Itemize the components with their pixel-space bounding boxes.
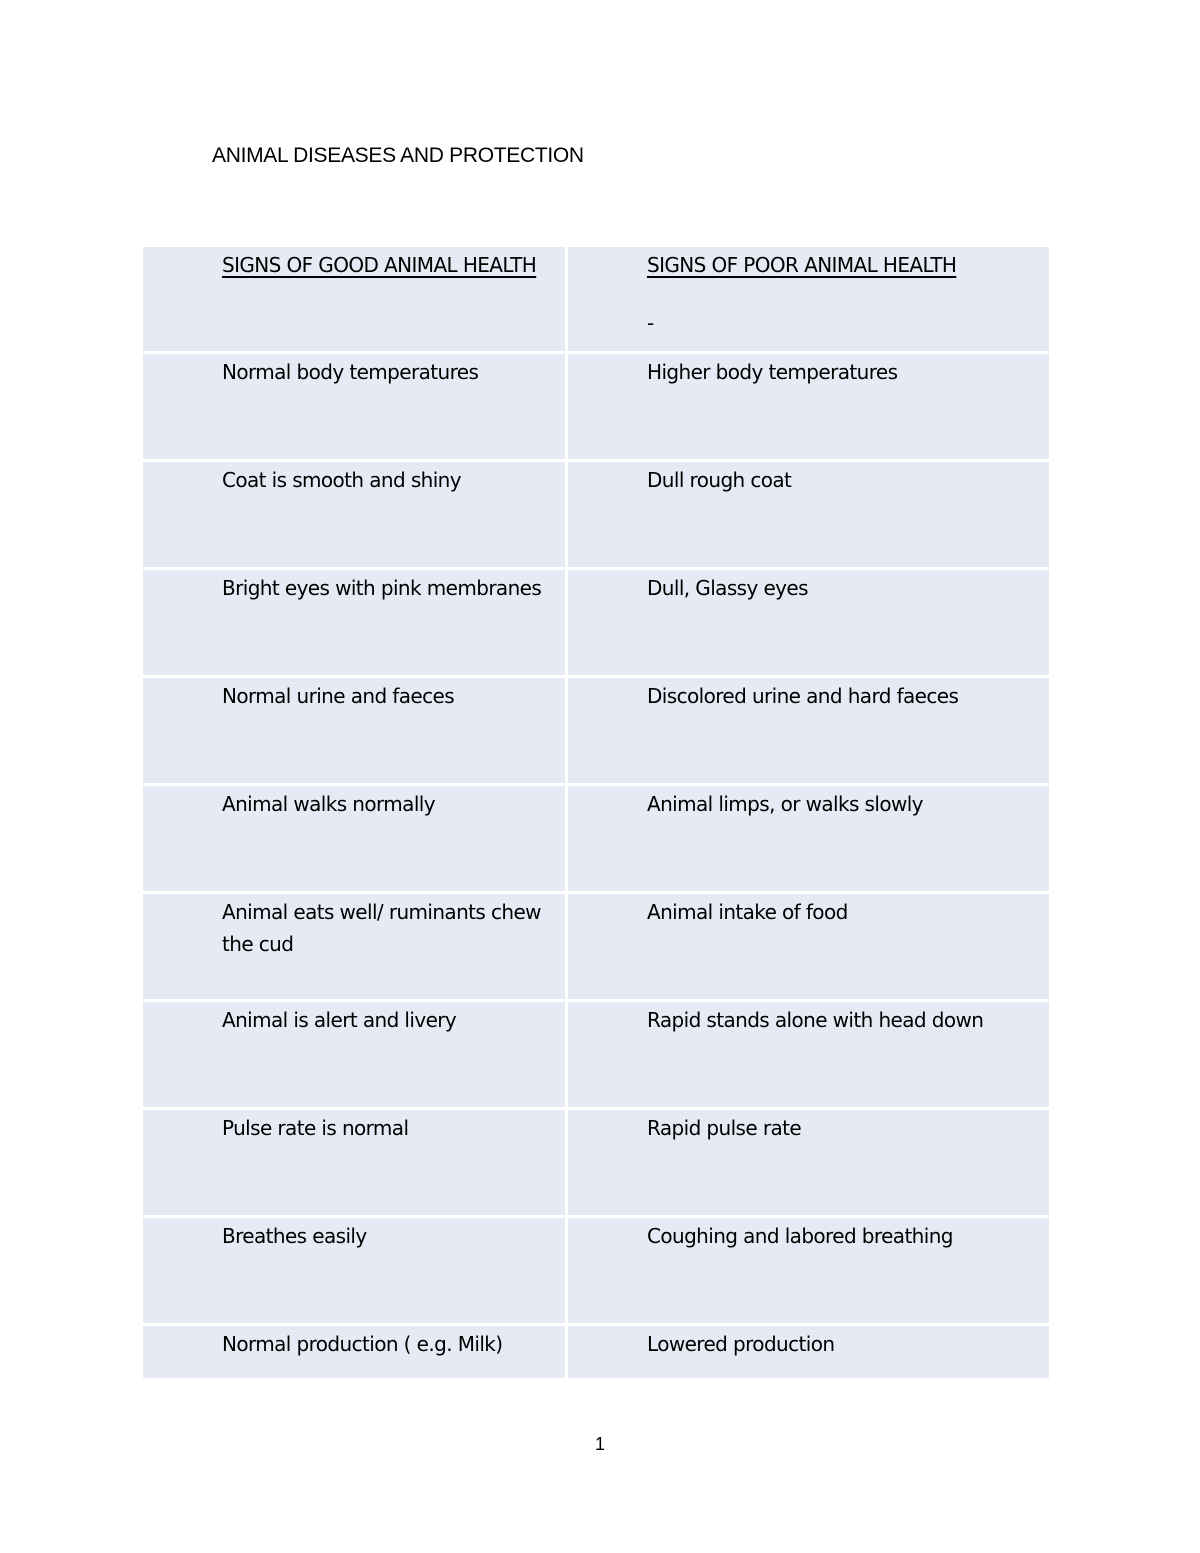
poor-sign-cell: Animal intake of food xyxy=(568,894,1049,999)
table-header-row xyxy=(143,247,1049,351)
table-row xyxy=(143,1218,1049,1323)
table-row xyxy=(143,570,1049,675)
good-sign-cell: Animal eats well/ ruminants chew the cud xyxy=(143,894,565,999)
poor-sign-cell: Dull rough coat xyxy=(568,462,1049,567)
good-sign-cell: Pulse rate is normal xyxy=(143,1110,565,1215)
poor-sign-cell: Rapid pulse rate xyxy=(568,1110,1049,1215)
header-cell-good xyxy=(143,247,565,351)
good-sign-cell: Animal walks normally xyxy=(143,786,565,891)
table-row xyxy=(143,354,1049,459)
table-row xyxy=(143,894,1049,999)
good-sign-cell: Breathes easily xyxy=(143,1218,565,1323)
poor-sign-cell: Lowered production xyxy=(568,1326,1049,1378)
header-poor-dash: - xyxy=(647,311,654,335)
page-number: 1 xyxy=(594,1434,605,1454)
poor-sign-cell: Higher body temperatures xyxy=(568,354,1049,459)
header-cell-poor xyxy=(568,247,1049,351)
table-row xyxy=(143,1110,1049,1215)
health-signs-table xyxy=(140,244,1052,1381)
header-good-label: SIGNS OF GOOD ANIMAL HEALTH xyxy=(222,253,537,277)
poor-sign-cell: Dull, Glassy eyes xyxy=(568,570,1049,675)
good-sign-cell: Bright eyes with pink membranes xyxy=(143,570,565,675)
table-row xyxy=(143,1002,1049,1107)
header-poor-label: SIGNS OF POOR ANIMAL HEALTH xyxy=(647,253,957,277)
good-sign-cell: Normal body temperatures xyxy=(143,354,565,459)
good-sign-cell: Coat is smooth and shiny xyxy=(143,462,565,567)
poor-sign-cell: Animal limps, or walks slowly xyxy=(568,786,1049,891)
good-sign-cell: Normal urine and faeces xyxy=(143,678,565,783)
poor-sign-cell: Discolored urine and hard faeces xyxy=(568,678,1049,783)
good-sign-cell: Animal is alert and livery xyxy=(143,1002,565,1107)
table-row xyxy=(143,786,1049,891)
table-row xyxy=(143,678,1049,783)
good-sign-cell: Normal production ( e.g. Milk) xyxy=(143,1326,565,1378)
document-title: ANIMAL DISEASES AND PROTECTION xyxy=(212,144,584,167)
poor-sign-cell: Coughing and labored breathing xyxy=(568,1218,1049,1323)
poor-sign-cell: Rapid stands alone with head down xyxy=(568,1002,1049,1107)
table-row xyxy=(143,1326,1049,1378)
table-row xyxy=(143,462,1049,567)
